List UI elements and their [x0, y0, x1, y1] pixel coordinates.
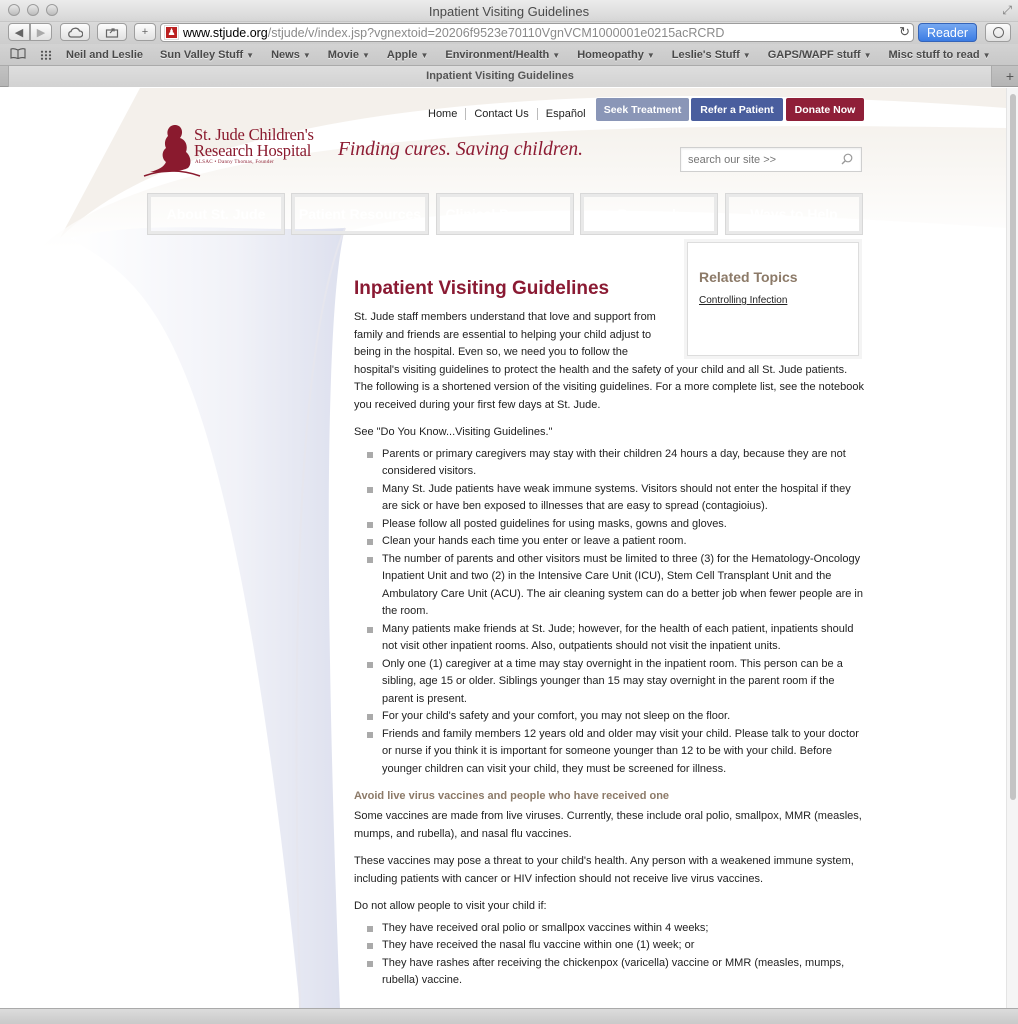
- share-button[interactable]: [97, 23, 127, 41]
- new-tab-button[interactable]: +: [1005, 68, 1014, 84]
- chevron-down-icon: ▼: [552, 50, 561, 60]
- address-bar[interactable]: [160, 23, 914, 42]
- bookmark-label: Neil and Leslie: [66, 48, 144, 61]
- nav-about-st-jude[interactable]: About St. Jude: [148, 194, 284, 234]
- chevron-down-icon: ▼: [246, 50, 255, 60]
- bookmark-item[interactable]: [577, 49, 655, 61]
- fullscreen-icon[interactable]: ⤢: [1002, 3, 1012, 17]
- refer-patient-button[interactable]: Refer a Patient: [691, 98, 783, 121]
- chevron-down-icon: ▼: [982, 50, 991, 60]
- intro-line: St. Jude staff members understand that love and support from: [354, 311, 656, 323]
- chevron-down-icon: ▼: [646, 50, 655, 60]
- bookmark-item[interactable]: [889, 49, 991, 61]
- list-item: The number of parents and other visitors must be limited to three (3) for the Hematology-Oncology Inpatient Unit and two (2) in the Intensive Care Unit (ICU), Stem Cell Transplant Unit and the Ambulatory Care Unit (ACU). The air cleaning system can do a better job when fewer people are in the room.: [354, 551, 864, 621]
- logo-subtext: ALSAC • Danny Thomas, Founder: [195, 160, 275, 165]
- nav-ways-to-help[interactable]: Ways to Help: [726, 194, 862, 234]
- reload-icon[interactable]: ↻: [899, 24, 910, 39]
- url-domain: www.stjude.org: [183, 25, 268, 40]
- chevron-down-icon: ▼: [863, 50, 872, 60]
- window-title: Inpatient Visiting Guidelines: [428, 4, 590, 19]
- url-path: /stjude/v/index.jsp?vgnextoid=20206f9523e70110VgnVCM1000001e0215acRCRD: [267, 25, 725, 40]
- list-item: Clean your hands each time you enter or leave a patient room.: [354, 533, 864, 551]
- conditions-list: [354, 920, 864, 990]
- list-item: They have received the nasal flu vaccine within one (1) week; or: [354, 937, 864, 955]
- window-titlebar: [0, 0, 1018, 22]
- list-item: Only one (1) caregiver at a time may stay overnight in the inpatient room. This person can be a sibling, age 15 or older. Siblings younger than 15 may stay overnight in the parent room if the parent is present.: [354, 656, 864, 709]
- vaccine-heading: Avoid live virus vaccines and people who have received one: [354, 790, 670, 802]
- reading-list-icon[interactable]: [10, 47, 26, 62]
- vaccine-paragraph-1: Some vaccines are made from live viruses. Currently, these include oral polio, smallpox, MMR (measles, mumps, and rubella), and nasal flu vaccines.: [354, 810, 862, 840]
- chevron-down-icon: ▼: [361, 50, 370, 60]
- bookmark-item[interactable]: [271, 49, 311, 61]
- intro-paragraph: [354, 309, 864, 414]
- list-item: For your child's safety and your comfort, you may not sleep on the floor.: [354, 708, 864, 726]
- bookmark-label: Misc stuff to read: [888, 48, 980, 61]
- page-title: Inpatient Visiting Guidelines: [354, 278, 610, 299]
- downloads-icon: [993, 27, 1004, 38]
- home-link[interactable]: Home: [420, 108, 466, 120]
- downloads-button[interactable]: [985, 23, 1011, 42]
- reader-button[interactable]: Reader: [918, 23, 977, 42]
- top-sites-icon[interactable]: [40, 50, 52, 60]
- add-bookmark-button[interactable]: +: [134, 23, 156, 41]
- vaccine-paragraph-2: These vaccines may pose a threat to your child's health. Any person with a weakened immune system, including patients with cancer or HIV infection should not receive live virus vaccines.: [354, 855, 854, 885]
- forward-button[interactable]: ▶: [30, 23, 52, 41]
- logo-text-line2: Research Hospital: [194, 141, 312, 160]
- bookmark-label: Homeopathy: [577, 48, 644, 61]
- bookmark-label: News: [271, 48, 300, 61]
- list-item: Many St. Jude patients have weak immune systems. Visitors should not enter the hospital if they are sick or have ben exposed to illnesses that are easy to spread (contagioius).: [354, 481, 864, 516]
- list-item: Many patients make friends at St. Jude; however, for the health of each patient, inpatients should not visit other inpatient rooms. Also, outpatients should not visit the inpatient units.: [354, 621, 864, 656]
- bookmark-item[interactable]: [768, 49, 872, 61]
- browser-toolbar: [0, 22, 1018, 44]
- share-icon: [105, 26, 119, 38]
- intro-rest: hospital's visiting guidelines to protect the health and the safety of your child and all St. Jude patients. The following is a shortened version of the visiting guidelines. For a more complete list, see the notebook you received during your first few days at St. Jude.: [354, 363, 864, 411]
- tab-active[interactable]: Inpatient Visiting Guidelines: [8, 66, 992, 87]
- site-favicon-icon: ♟: [165, 26, 178, 39]
- list-item: Parents or primary caregivers may stay with their children 24 hours a day, because they are not considered visitors.: [354, 446, 864, 481]
- bookmark-item[interactable]: [328, 49, 370, 61]
- search-input[interactable]: [681, 154, 831, 166]
- espanol-link[interactable]: Español: [545, 108, 586, 120]
- intro-line: family and friends are essential to helping your child adjust to: [354, 328, 652, 341]
- bookmark-label: Leslie's Stuff: [671, 48, 740, 61]
- list-item: Please follow all posted guidelines for using masks, gowns and gloves.: [354, 516, 864, 534]
- seek-treatment-button[interactable]: Seek Treatment: [596, 98, 689, 121]
- tagline: Finding cures. Saving children.: [338, 139, 583, 160]
- bookmark-label: Environment/Health: [445, 48, 550, 61]
- list-item: They have rashes after receiving the chickenpox (varicella) vaccine or MMR (measles, mumps, rubella) vaccine.: [354, 955, 864, 990]
- bookmark-item[interactable]: [160, 49, 254, 61]
- see-also-text: See "Do You Know...Visiting Guidelines.": [354, 426, 553, 438]
- nav-research[interactable]: Research: [581, 194, 717, 234]
- scrollbar-thumb[interactable]: [1010, 94, 1016, 800]
- back-button[interactable]: ◀: [8, 23, 30, 41]
- bookmark-item[interactable]: [387, 49, 428, 61]
- chevron-down-icon: ▼: [420, 50, 429, 60]
- bookmark-label: GAPS/WAPF stuff: [767, 48, 861, 61]
- status-bar: [0, 1008, 1018, 1024]
- nav-clinical-programs[interactable]: Clinical Programs: [437, 194, 573, 234]
- intro-line: being in the hospital. Even so, we need you to follow the: [354, 346, 628, 358]
- bookmarks-bar: [0, 44, 1018, 66]
- bookmark-item[interactable]: [66, 49, 143, 61]
- cloud-icon: [67, 27, 83, 38]
- bookmark-label: Sun Valley Stuff: [160, 48, 244, 61]
- donate-now-button[interactable]: Donate Now: [786, 98, 864, 121]
- site-search: [680, 147, 862, 172]
- guidelines-list: [354, 446, 864, 779]
- chevron-down-icon: ▼: [742, 50, 751, 60]
- nav-patient-resources[interactable]: Patient Resources: [292, 194, 428, 234]
- related-topics-heading: Related Topics: [699, 269, 798, 285]
- utility-links: [420, 108, 594, 120]
- icloud-tabs-button[interactable]: [60, 23, 90, 41]
- bookmark-item[interactable]: [445, 49, 560, 61]
- tab-bar: [0, 66, 1018, 87]
- child-silhouette-icon: [142, 122, 202, 182]
- bookmark-label: Movie: [327, 48, 359, 61]
- controlling-infection-link[interactable]: Controlling Infection: [699, 295, 788, 306]
- main-content: [354, 278, 864, 990]
- list-item: They have received oral polio or smallpox vaccines within 4 weeks;: [354, 920, 864, 938]
- web-page: [0, 88, 1006, 1008]
- logo-text-line1: St. Jude Children's: [194, 125, 314, 144]
- list-item: Friends and family members 12 years old and older may visit your child. Please talk to your doctor or nurse if you think it is important for someone younger than 12 to be with your child. Before younger children can visit your child, they must be screened for illness.: [354, 726, 864, 779]
- bookmark-item[interactable]: [672, 49, 751, 61]
- vertical-scrollbar[interactable]: [1006, 88, 1018, 1008]
- chevron-down-icon: ▼: [302, 50, 311, 60]
- contact-us-link[interactable]: Contact Us: [466, 108, 537, 120]
- st-jude-logo[interactable]: [142, 118, 322, 182]
- search-icon[interactable]: [841, 153, 853, 165]
- bookmark-label: Apple: [386, 48, 418, 61]
- do-not-allow-text: Do not allow people to visit your child if:: [354, 900, 547, 912]
